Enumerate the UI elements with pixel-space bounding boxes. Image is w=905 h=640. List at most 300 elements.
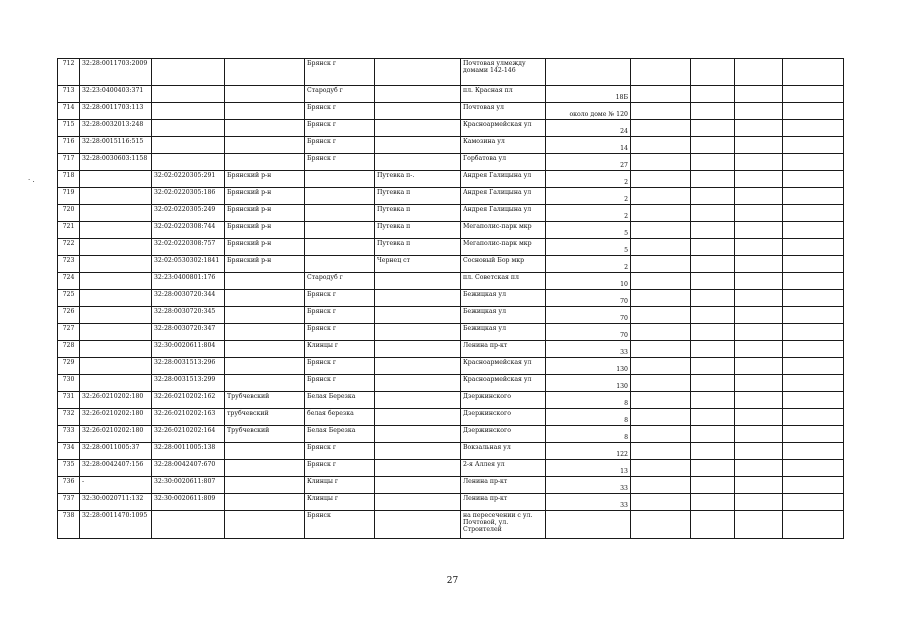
cadastral-number-1-cell: 32:28:0011005:37 (80, 443, 152, 460)
cadastral-number-2-cell: 32:23:0400801:176 (152, 273, 225, 290)
empty-cell-cell (691, 154, 735, 171)
empty-cell-cell (783, 120, 844, 137)
empty-cell-cell (735, 137, 783, 154)
empty-cell-cell (631, 426, 691, 443)
locality-cell (375, 409, 461, 426)
empty-cell-cell (691, 426, 735, 443)
empty-cell-cell (783, 290, 844, 307)
cadastral-number-1-cell: 32:28:0032013:248 (80, 120, 152, 137)
empty-cell-cell (735, 239, 783, 256)
place-cell (305, 222, 375, 239)
house-cell: 13 (546, 460, 631, 477)
house-cell: 5 (546, 222, 631, 239)
place-cell: Брянск г (305, 375, 375, 392)
street-cell: Красноармейская ул (461, 120, 546, 137)
table-row (58, 120, 844, 137)
num-cell: 731 (58, 392, 80, 409)
cadastral-number-1-cell: 32:28:0011470:1095 (80, 511, 152, 539)
locality-cell (375, 477, 461, 494)
empty-cell-cell (631, 103, 691, 120)
locality-cell (375, 86, 461, 103)
empty-cell-cell (631, 273, 691, 290)
table-row (58, 477, 844, 494)
empty-cell-cell (631, 392, 691, 409)
empty-cell-cell (631, 375, 691, 392)
house-cell: 8 (546, 392, 631, 409)
empty-cell-cell (783, 477, 844, 494)
empty-cell-cell (783, 443, 844, 460)
cadastral-number-1-cell (80, 341, 152, 358)
num-cell: 729 (58, 358, 80, 375)
locality-cell: Чернец ст (375, 256, 461, 273)
empty-cell-cell (735, 375, 783, 392)
district-cell (225, 273, 305, 290)
district-cell (225, 137, 305, 154)
place-cell: Брянск (305, 511, 375, 539)
empty-cell-cell (691, 511, 735, 539)
empty-cell-cell (691, 205, 735, 222)
place-cell: Брянск г (305, 120, 375, 137)
house-cell: 14 (546, 137, 631, 154)
house-cell (546, 59, 631, 86)
num-cell: 715 (58, 120, 80, 137)
place-cell (305, 188, 375, 205)
house-cell: 8 (546, 409, 631, 426)
street-cell: Дзержинского (461, 409, 546, 426)
empty-cell-cell (691, 341, 735, 358)
street-cell: пл. Советская пл (461, 273, 546, 290)
locality-cell (375, 443, 461, 460)
empty-cell-cell (735, 222, 783, 239)
cadastral-number-1-cell (80, 171, 152, 188)
table-row (58, 460, 844, 477)
cadastral-number-2-cell: 32:28:0031513:299 (152, 375, 225, 392)
cadastral-number-1-cell (80, 205, 152, 222)
empty-cell-cell (735, 477, 783, 494)
district-cell (225, 307, 305, 324)
empty-cell-cell (691, 171, 735, 188)
table-row (58, 205, 844, 222)
place-cell: Брянск г (305, 307, 375, 324)
district-cell (225, 358, 305, 375)
district-cell (225, 154, 305, 171)
district-cell: Трубчевский (225, 426, 305, 443)
street-cell: Бежицкая ул (461, 290, 546, 307)
table-row (58, 324, 844, 341)
empty-cell-cell (631, 205, 691, 222)
empty-cell-cell (783, 154, 844, 171)
locality-cell (375, 120, 461, 137)
cadastral-number-1-cell: 32:28:0011703:113 (80, 103, 152, 120)
empty-cell-cell (735, 103, 783, 120)
table-row (58, 307, 844, 324)
cadastral-number-1-cell: 32:30:0020711:132 (80, 494, 152, 511)
place-cell: Брянск г (305, 290, 375, 307)
empty-cell-cell (691, 273, 735, 290)
cadastral-number-2-cell: 32:28:0011005:138 (152, 443, 225, 460)
cadastral-number-2-cell: 32:30:0020611:807 (152, 477, 225, 494)
district-cell: Брянский р-н (225, 222, 305, 239)
place-cell: Стародуб г (305, 86, 375, 103)
empty-cell-cell (735, 392, 783, 409)
num-cell: 730 (58, 375, 80, 392)
table-row (58, 409, 844, 426)
empty-cell-cell (631, 290, 691, 307)
cadastral-number-1-cell: 32:26:0210202:180 (80, 426, 152, 443)
empty-cell-cell (691, 324, 735, 341)
place-cell: Брянск г (305, 59, 375, 86)
empty-cell-cell (691, 460, 735, 477)
district-cell (225, 375, 305, 392)
street-cell: Вокзальная ул (461, 443, 546, 460)
place-cell (305, 256, 375, 273)
locality-cell (375, 460, 461, 477)
cadastral-number-1-cell (80, 256, 152, 273)
house-cell: 10 (546, 273, 631, 290)
table-row (58, 341, 844, 358)
empty-cell-cell (631, 256, 691, 273)
empty-cell-cell (631, 239, 691, 256)
empty-cell-cell (735, 494, 783, 511)
table-row (58, 494, 844, 511)
table-row (58, 443, 844, 460)
cadastral-number-1-cell (80, 273, 152, 290)
empty-cell-cell (783, 137, 844, 154)
place-cell: Клинцы г (305, 341, 375, 358)
street-cell: Почтовая ул (461, 103, 546, 120)
cadastral-number-2-cell: 32:26:0210202:164 (152, 426, 225, 443)
street-cell: Андрея Галицына ул (461, 188, 546, 205)
num-cell: 720 (58, 205, 80, 222)
empty-cell-cell (783, 341, 844, 358)
street-cell: Дзержинского (461, 392, 546, 409)
empty-cell-cell (691, 307, 735, 324)
place-cell (305, 239, 375, 256)
table-row (58, 171, 844, 188)
num-cell: 737 (58, 494, 80, 511)
house-cell: 5 (546, 239, 631, 256)
empty-cell-cell (691, 443, 735, 460)
empty-cell-cell (735, 358, 783, 375)
district-cell: Брянский р-н (225, 256, 305, 273)
cadastral-number-2-cell (152, 154, 225, 171)
locality-cell (375, 137, 461, 154)
street-cell: пл. Красная пл (461, 86, 546, 103)
cadastral-number-1-cell (80, 307, 152, 324)
empty-cell-cell (783, 392, 844, 409)
empty-cell-cell (735, 307, 783, 324)
empty-cell-cell (735, 188, 783, 205)
district-cell (225, 494, 305, 511)
table-row (58, 239, 844, 256)
empty-cell-cell (691, 59, 735, 86)
table-row (58, 392, 844, 409)
cadastral-number-2-cell: 32:02:0220305:249 (152, 205, 225, 222)
cadastral-number-1-cell: 32:28:0015116:515 (80, 137, 152, 154)
house-cell: 130 (546, 358, 631, 375)
empty-cell-cell (783, 222, 844, 239)
empty-cell-cell (631, 358, 691, 375)
street-cell: Бежицкая ул (461, 324, 546, 341)
cadastral-number-1-cell (80, 188, 152, 205)
cadastral-number-2-cell: 32:02:0220308:757 (152, 239, 225, 256)
locality-cell (375, 307, 461, 324)
empty-cell-cell (783, 511, 844, 539)
district-cell (225, 460, 305, 477)
empty-cell-cell (783, 171, 844, 188)
street-cell: Ленина пр-кт (461, 477, 546, 494)
street-cell: Дзержинского (461, 426, 546, 443)
cadastral-number-1-cell (80, 324, 152, 341)
empty-cell-cell (783, 375, 844, 392)
empty-cell-cell (631, 307, 691, 324)
locality-cell (375, 494, 461, 511)
empty-cell-cell (691, 222, 735, 239)
house-cell: 27 (546, 154, 631, 171)
place-cell: Стародуб г (305, 273, 375, 290)
street-cell: 2-я Аллея ул (461, 460, 546, 477)
table-row (58, 59, 844, 86)
cadastral-number-2-cell (152, 511, 225, 539)
empty-cell-cell (691, 477, 735, 494)
cadastral-number-1-cell: 32:23:0400403:371 (80, 86, 152, 103)
empty-cell-cell (631, 171, 691, 188)
empty-cell-cell (783, 103, 844, 120)
district-cell (225, 59, 305, 86)
num-cell: 735 (58, 460, 80, 477)
district-cell (225, 120, 305, 137)
cadastral-number-1-cell (80, 222, 152, 239)
empty-cell-cell (783, 426, 844, 443)
empty-cell-cell (783, 307, 844, 324)
place-cell: Клинцы г (305, 494, 375, 511)
district-cell: трубчевский (225, 409, 305, 426)
empty-cell-cell (631, 341, 691, 358)
empty-cell-cell (735, 120, 783, 137)
num-cell: 718 (58, 171, 80, 188)
place-cell: Клинцы г (305, 477, 375, 494)
district-cell (225, 511, 305, 539)
street-cell: Андрея Галицына ул (461, 205, 546, 222)
empty-cell-cell (735, 443, 783, 460)
place-cell: Брянск г (305, 460, 375, 477)
empty-cell-cell (735, 59, 783, 86)
num-cell: 732 (58, 409, 80, 426)
cadastral-number-2-cell (152, 120, 225, 137)
num-cell: 713 (58, 86, 80, 103)
empty-cell-cell (691, 290, 735, 307)
empty-cell-cell (631, 443, 691, 460)
table-row (58, 103, 844, 120)
empty-cell-cell (691, 375, 735, 392)
empty-cell-cell (783, 358, 844, 375)
house-cell: 122 (546, 443, 631, 460)
num-cell: 725 (58, 290, 80, 307)
locality-cell (375, 324, 461, 341)
cadastral-number-1-cell: 32:26:0210202:180 (80, 392, 152, 409)
num-cell: 738 (58, 511, 80, 539)
cadastral-number-1-cell: 32:28:0011703:2009 (80, 59, 152, 86)
cadastral-number-1-cell (80, 358, 152, 375)
empty-cell-cell (631, 120, 691, 137)
empty-cell-cell (691, 358, 735, 375)
cadastral-number-1-cell (80, 290, 152, 307)
house-cell: 33 (546, 341, 631, 358)
table-row (58, 222, 844, 239)
street-cell: Горбатова ул (461, 154, 546, 171)
cadastral-number-2-cell: 32:02:0220305:186 (152, 188, 225, 205)
num-cell: 726 (58, 307, 80, 324)
district-cell (225, 103, 305, 120)
locality-cell (375, 511, 461, 539)
place-cell (305, 205, 375, 222)
registry-table (57, 58, 844, 539)
num-cell: 721 (58, 222, 80, 239)
empty-cell-cell (631, 460, 691, 477)
empty-cell-cell (735, 409, 783, 426)
empty-cell-cell (783, 239, 844, 256)
table-row (58, 188, 844, 205)
empty-cell-cell (691, 86, 735, 103)
empty-cell-cell (631, 137, 691, 154)
empty-cell-cell (735, 290, 783, 307)
num-cell: 716 (58, 137, 80, 154)
place-cell: Брянск г (305, 443, 375, 460)
empty-cell-cell (631, 86, 691, 103)
empty-cell-cell (631, 222, 691, 239)
locality-cell (375, 341, 461, 358)
locality-cell (375, 154, 461, 171)
district-cell: Трубчевский (225, 392, 305, 409)
empty-cell-cell (631, 511, 691, 539)
empty-cell-cell (735, 426, 783, 443)
district-cell: Брянский р-н (225, 205, 305, 222)
empty-cell-cell (783, 188, 844, 205)
cadastral-number-1-cell (80, 375, 152, 392)
house-cell: 70 (546, 290, 631, 307)
house-cell: 33 (546, 477, 631, 494)
table-row (58, 86, 844, 103)
empty-cell-cell (691, 409, 735, 426)
street-cell: Камозина ул (461, 137, 546, 154)
empty-cell-cell (691, 239, 735, 256)
empty-cell-cell (735, 205, 783, 222)
empty-cell-cell (735, 171, 783, 188)
table-row (58, 375, 844, 392)
house-cell: 70 (546, 307, 631, 324)
cadastral-number-2-cell: 32:26:0210202:162 (152, 392, 225, 409)
district-cell (225, 477, 305, 494)
table-row (58, 426, 844, 443)
district-cell: Брянский р-н (225, 171, 305, 188)
locality-cell: Путевка п (375, 205, 461, 222)
empty-cell-cell (735, 341, 783, 358)
district-cell (225, 290, 305, 307)
cadastral-number-2-cell: 32:30:0020611:804 (152, 341, 225, 358)
street-cell: Бежицкая ул (461, 307, 546, 324)
locality-cell (375, 103, 461, 120)
place-cell: Брянск г (305, 137, 375, 154)
empty-cell-cell (631, 494, 691, 511)
empty-cell-cell (783, 86, 844, 103)
num-cell: 722 (58, 239, 80, 256)
table-row (58, 137, 844, 154)
house-cell: 2 (546, 188, 631, 205)
locality-cell (375, 59, 461, 86)
street-cell: Мегаполис-парк мкр (461, 239, 546, 256)
table-row (58, 358, 844, 375)
empty-cell-cell (691, 188, 735, 205)
empty-cell-cell (691, 256, 735, 273)
num-cell: 717 (58, 154, 80, 171)
place-cell (305, 171, 375, 188)
street-cell: Сосновый Бор мкр (461, 256, 546, 273)
cadastral-number-1-cell: 32:26:0210202:180 (80, 409, 152, 426)
empty-cell-cell (735, 511, 783, 539)
empty-cell-cell (691, 103, 735, 120)
empty-cell-cell (631, 409, 691, 426)
num-cell: 719 (58, 188, 80, 205)
table-row (58, 256, 844, 273)
place-cell: Белая Березка (305, 392, 375, 409)
table-row (58, 273, 844, 290)
cadastral-number-2-cell: 32:02:0220305:291 (152, 171, 225, 188)
place-cell: белая березка (305, 409, 375, 426)
empty-cell-cell (783, 494, 844, 511)
empty-cell-cell (631, 59, 691, 86)
empty-cell-cell (783, 409, 844, 426)
num-cell: 714 (58, 103, 80, 120)
empty-cell-cell (735, 86, 783, 103)
district-cell (225, 443, 305, 460)
house-cell: 2 (546, 171, 631, 188)
locality-cell: Путевка п (375, 188, 461, 205)
empty-cell-cell (735, 256, 783, 273)
empty-cell-cell (783, 324, 844, 341)
house-cell: 33 (546, 494, 631, 511)
locality-cell: Путевка п (375, 239, 461, 256)
cadastral-number-2-cell: 32:28:0030720:345 (152, 307, 225, 324)
empty-cell-cell (631, 154, 691, 171)
num-cell: 727 (58, 324, 80, 341)
num-cell: 734 (58, 443, 80, 460)
street-cell: Ленина пр-кт (461, 494, 546, 511)
empty-cell-cell (735, 460, 783, 477)
house-cell: 2 (546, 205, 631, 222)
house-cell: 130 (546, 375, 631, 392)
street-cell: Мегаполис-парк мкр (461, 222, 546, 239)
empty-cell-cell (783, 205, 844, 222)
cadastral-number-1-cell (80, 239, 152, 256)
street-cell: Ленина пр-кт (461, 341, 546, 358)
table-row (58, 290, 844, 307)
locality-cell (375, 290, 461, 307)
place-cell: Брянск г (305, 324, 375, 341)
district-cell: Брянский р-н (225, 239, 305, 256)
locality-cell: Путевка п (375, 222, 461, 239)
page-number: 27 (446, 576, 459, 586)
table-row (58, 511, 844, 539)
district-cell: Брянский р-н (225, 188, 305, 205)
locality-cell (375, 392, 461, 409)
locality-cell (375, 426, 461, 443)
locality-cell (375, 273, 461, 290)
num-cell: 724 (58, 273, 80, 290)
cadastral-number-2-cell: 32:30:0020611:809 (152, 494, 225, 511)
empty-cell-cell (691, 120, 735, 137)
num-cell: 723 (58, 256, 80, 273)
empty-cell-cell (631, 188, 691, 205)
